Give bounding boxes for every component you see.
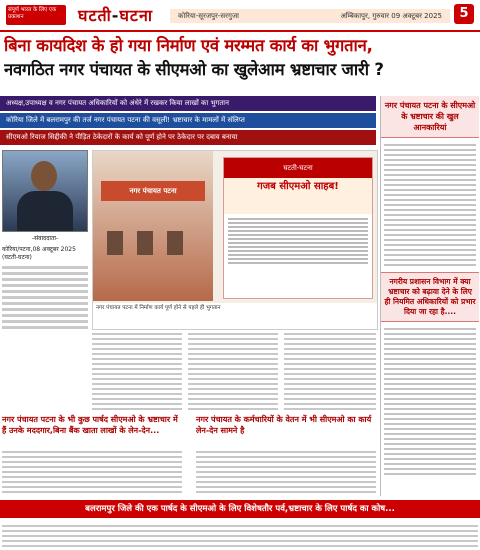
brand-logo — [78, 4, 153, 26]
sidebar-text-2 — [381, 322, 479, 481]
brand-right: घटना — [119, 6, 153, 25]
brand-mid: - — [111, 6, 120, 25]
bullet-3: सीएमओ रियाज सिद्दीकी ने पीड़ित ठेकेदारों के कार्य को पूर्ण होने पर ठेकेदार पर दबाव बनाया — [0, 130, 376, 145]
bullet-1: अध्यक्ष,उपाध्यक्ष व नगर पंचायत अधिकारियों को अंधेरे में रखकर किया लाखों का भुगतान — [0, 96, 376, 111]
masthead — [0, 0, 480, 32]
bullet-2: कोरिया जिले में बलरामपुर की तर्ज नगर पंचायत पटना की वसूली! भ्रष्टाचार के मामलों में संलिप्त — [0, 113, 376, 128]
clipping-headline: गजब सीएमओ साहब! — [224, 178, 372, 214]
headline-line-1: बिना कायदिश के हो गया निर्माण एवं मरम्मत कार्य का भुगतान, — [4, 36, 373, 55]
photo-caption: नगर पंचायत पटना में निर्माण कार्य पूर्ण होने से पहले ही भुगतान — [93, 303, 377, 329]
edition: कोरिया-सूरजपुर-सरगुजा — [178, 11, 239, 20]
brand-left: घटती — [78, 6, 112, 25]
sidebar-title-2: नगरीय प्रशासन विभाग में क्या भ्रष्टाचार को बढ़ावा देने के लिए ही नियमित अधिकारियों को प्रभार दिया जा रहा है.... — [381, 272, 479, 322]
tagline: संपूर्ण भारत के लिए एक प्रकाशन — [6, 5, 66, 25]
bottom-banner: बलरामपुर जिले की एक पार्षद के सीएमओ के लिए विशेषतौर पर्व,भ्रष्टाचार के लिए पार्षद का कोष... — [0, 500, 480, 518]
building-photo — [93, 151, 213, 301]
article-body — [2, 330, 378, 412]
story-1-body — [2, 448, 182, 494]
article-text-lines — [2, 266, 88, 329]
building-sign: नगर पंचायत पटना — [101, 181, 205, 201]
photo-block — [92, 150, 378, 330]
bottom-text-lines — [2, 522, 478, 548]
reporter-photo — [2, 150, 88, 232]
bullet-list — [0, 96, 376, 147]
edition-strip — [170, 9, 450, 23]
clipping-masthead: घटती-घटना — [224, 158, 372, 178]
date: अम्बिकापुर, गुरुवार 09 अक्टूबर 2025 — [340, 11, 442, 20]
story-2-headline: नगर पंचायत के कर्मचारियों के वेतन में भी सीएमओ का कार्य लेन-देन सामने है — [196, 415, 372, 435]
dateline: कोरिया/पटना,08 अक्टूबर 2025 (घटती-घटना) — [2, 246, 76, 261]
story-2-body — [196, 448, 376, 494]
sidebar-title-1: नगर पंचायत पटना के सीएमओ के भ्रष्टाचार की खुल आनकारियां — [381, 96, 479, 138]
sidebar-text-1 — [381, 138, 479, 272]
sidebar — [380, 96, 479, 496]
reporter-name: -संवाददाता- — [31, 235, 59, 242]
newspaper-clipping — [223, 157, 373, 299]
main-headline — [4, 34, 476, 82]
reporter-column — [2, 150, 88, 332]
page-number: 5 — [454, 4, 474, 24]
headline-line-2: नवगठित नगर पंचायत के सीएमओ का खुलेआम भ्रष्टाचार जारी ? — [4, 60, 384, 79]
story-1-headline: नगर पंचायत पटना के भी कुछ पार्षद सीएमओ के भ्रष्टाचार में हैं उनके मददगार,बिना बैंक खाता लाखों के लेन-देन... — [2, 415, 178, 435]
